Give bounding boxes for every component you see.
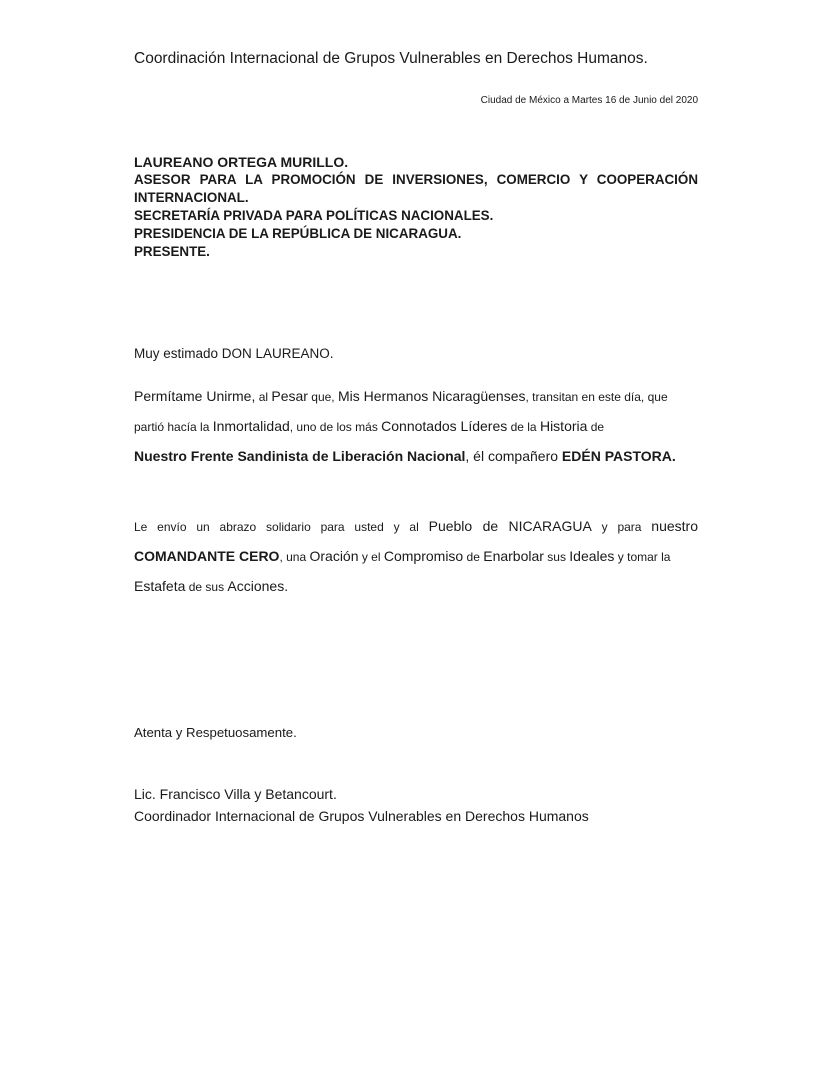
text-run: EDÉN PASTORA.	[561, 448, 676, 464]
text-run: sus	[543, 550, 570, 564]
paragraph-line	[134, 574, 698, 604]
text-run: y el	[358, 550, 384, 564]
paragraph-line	[134, 544, 698, 574]
signature-title: Coordinador Internacional de Grupos Vulnerables en Derechos Humanos	[134, 808, 589, 824]
text-run: Mis Hermanos Nicaragüenses	[337, 388, 526, 404]
text-run: Historia	[539, 418, 588, 434]
paragraph-line	[134, 414, 700, 444]
text-run: que,	[307, 390, 338, 404]
text-run: Nuestro Frente Sandinista de Liberación Nacional	[134, 448, 466, 464]
text-run: , uno de los más	[289, 420, 382, 434]
text-run: Pueblo de NICARAGUA	[428, 518, 592, 534]
text-run: , una	[279, 550, 310, 564]
recipient-position-line1: ASESOR PARA LA PROMOCIÓN DE INVERSIONES, COMERCIO Y COOPERACIÓN	[134, 172, 698, 187]
recipient-block	[134, 153, 698, 261]
text-run: de	[463, 550, 484, 564]
text-run: y para	[591, 520, 652, 534]
text-run: COMANDANTE CERO	[134, 548, 280, 564]
text-run: Connotados Líderes	[381, 418, 508, 434]
text-run: , él compañero	[465, 448, 562, 464]
text-run: y tomar la	[614, 550, 671, 564]
recipient-position-line2: INTERNACIONAL.	[134, 190, 249, 205]
recipient-presente: PRESENTE.	[134, 244, 210, 259]
text-run: Oración	[309, 548, 359, 564]
text-run: al	[255, 390, 272, 404]
recipient-institution: PRESIDENCIA DE LA REPÚBLICA DE NICARAGUA.	[134, 226, 462, 241]
text-run: nuestro	[651, 518, 698, 534]
text-run: , transitan en este día, que	[525, 390, 668, 404]
greeting: Muy estimado DON LAUREANO.	[134, 346, 334, 361]
text-run: Le envío un abrazo solidario para usted y al	[134, 520, 429, 534]
paragraph-line	[134, 384, 700, 414]
text-run: de sus	[185, 580, 228, 594]
recipient-name: LAUREANO ORTEGA MURILLO.	[134, 154, 349, 170]
paragraph-line	[134, 514, 698, 544]
text-run: Inmortalidad	[212, 418, 290, 434]
text-run: de la	[507, 420, 540, 434]
closing: Atenta y Respetuosamente.	[134, 725, 297, 740]
text-run: Ideales	[569, 548, 615, 564]
date-line: Ciudad de México a Martes 16 de Junio del 2020	[480, 95, 698, 106]
text-run: Estafeta	[134, 578, 186, 594]
text-run: Pesar	[271, 388, 308, 404]
organization-header: Coordinación Internacional de Grupos Vulnerables en Derechos Humanos.	[134, 50, 648, 67]
text-run: Permítame Unirme,	[134, 388, 256, 404]
text-run: Acciones.	[227, 578, 289, 594]
text-run: de	[587, 420, 605, 434]
text-run: partió hacía la	[134, 420, 213, 434]
text-run: Compromiso	[383, 548, 464, 564]
signature-name: Lic. Francisco Villa y Betancourt.	[134, 786, 337, 802]
recipient-office: SECRETARÍA PRIVADA PARA POLÍTICAS NACIONALES.	[134, 208, 494, 223]
paragraph-condolence	[134, 384, 700, 474]
text-run: Enarbolar	[483, 548, 544, 564]
paragraph-line	[134, 444, 700, 474]
paragraph-embrace	[134, 514, 698, 604]
